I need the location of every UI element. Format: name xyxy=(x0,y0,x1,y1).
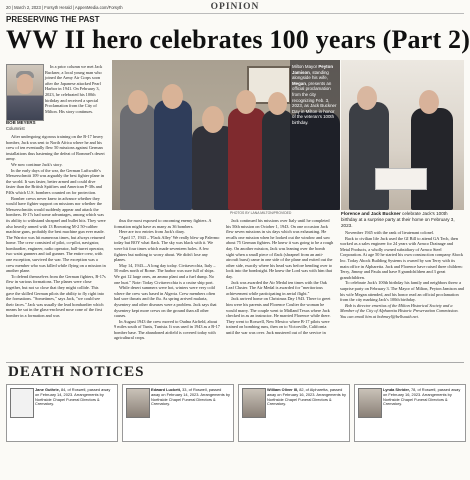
main-photo-caption xyxy=(292,64,338,126)
article-paragraph: Jack continued his missions over Italy until he completed his 50th mission on October 1, 1943. On one occasion Jack flew seven missions in six days which was exhausting. He recalls one mission when he looked out the window and saw about 75 German fighters. He knew it was going to be a rough day. On another mission, Jack was leaning over the bomb sight when a small piece of flack (shrapnel from an anti-aircraft burst) came in one side of the plane and exited out the other side, exactly where his head was before bending over to look into the bombsight. He knew the Lord was with him that day. xyxy=(226,218,334,279)
author-bio: Bob is director emeritus of the Milton Historical Society and a Member of the City of Alpharetta Historic Preservation Commission. You can email him at bobmeyl@bellsouth.net. xyxy=(340,302,459,319)
obituary-photo xyxy=(10,388,34,418)
caption-text: , presents an official proclamation from the city recognizing Feb. 3, 2023, as Jack Buckner Day in Milton in honor of the veteran's 100th birthday. xyxy=(292,80,337,125)
deceased-name: Jane Guthrie, xyxy=(35,387,60,392)
death-notices-title: DEATH NOTICES xyxy=(8,364,145,380)
death-notice-text xyxy=(267,388,346,407)
deceased-name: Edward Luckett, xyxy=(151,387,182,392)
article-paragraph: Bomber crews never knew in advance whether they would have fighter support on missions nor whether the Messerschmitts would suddenly appear and attack the bombers. B-17s had some advantages, among which was its ability to withstand shrapnel and bullet hits. They were also heavily armed with 13 Browning M-2 50-caliber machine guns, probably the best machine gun ever made. The Warrior was hit numerous times, but always returned home. The crew consisted of pilot, co-pilot, navigator, bombardier, engineer, radio operator, ball-turret operator, two waist gunners and tail gunner. The entire crew, with one exception, survived the war. The exception was a crew member who was killed while flying on a mission in another plane. xyxy=(6,195,106,274)
article-paragraph: To celebrate Jack's 100th birthday his family and neighbors threw a surprise party on February 3. The Mayor of Milton, Peyton Jamison and his wife Megan attended, and his honor read an official proclamation from the city marking Jack's 100th birthday. xyxy=(340,280,464,303)
article-paragraph: Here are two entries from Jack's diary. xyxy=(119,229,185,235)
header-rule xyxy=(6,13,464,14)
death-notice xyxy=(6,384,118,442)
deceased-name: William Oliver III, xyxy=(267,387,299,392)
article-paragraph: In a prior column we met Jack Buckner, a local young man who joined the Army Air Corps soon after the Japanese attacked Pearl Harbor in 1941. On February 3, 2023, he celebrated his 100th birthday and received a special Proclamation from the City of Milton. His story continues. xyxy=(45,64,103,114)
caption-text: celebrate Jack's 100th birthday at a surprise party at their home on February 3, 2023. xyxy=(341,211,455,228)
columnist-headshot xyxy=(6,64,44,121)
notice-details: 78, of Roswell, passed away on February 16, 2023. Arrangements by Northside Chapel Funeral Directors & Crematory. xyxy=(383,387,461,407)
death-notice-text xyxy=(35,388,114,407)
deceased-name: Lynda Shrider, xyxy=(383,387,410,392)
article-paragraph: Back to civilian life Jack used the GI Bill to attend GA Tech, then worked as a sales engineer for 24 years with Armco Drainage and Metal Products, a wholly owned subsidiary of Armco Steel Corporation. At age 50 he started his own construction company Abock Inc. Today Abock Building Systems is owned by son Terry with its main office in Alpharetta. Jack and Florence have raised three children: Terry, Jimmy and Paula and have 8 grandchildren and 3 great grandchildren. xyxy=(340,235,464,280)
article-paragraph: We now continue Jack's story. xyxy=(11,161,63,167)
article-paragraph: In August 1943 the crew moved to Oudna Airfield, about 9 miles south of Tunis, Tunisia. It was used in 1943 as a B-17 bomber base. The abandoned airfield is covered today with agricultural crops. xyxy=(114,318,220,341)
section-title: OPINION xyxy=(210,2,260,12)
death-notice xyxy=(238,384,350,442)
article-kicker: PRESERVING THE PAST xyxy=(6,15,100,24)
article-paragraph: May 14, 1943—A long day today. Civitavecchia, Italy – 50 miles north of Rome. The harbor was sure full of ships. We got 12 large ones, an ammo plant and a fuel dump. No one hurt." Note: Today Civitavecchia is a cruise ship port. xyxy=(114,262,216,285)
article-paragraph: Jack was awarded the Air Medal ten times with the Oak Leaf Cluster. The Air Medal is awarded for "meritorious achievement while participating in aerial flight." xyxy=(226,279,327,296)
death-notice-text xyxy=(151,388,230,407)
article-column-3 xyxy=(226,218,334,335)
photo-credit: PHOTOS BY LANA MILTON/PROVIDED xyxy=(230,211,292,215)
notice-details: 82, of Alpharetta, passed away on February 16, 2023. Arrangements by Northside Chapel Funeral Directors & Crematory. xyxy=(267,387,346,407)
article-paragraph: "April 17, 1943 – 'Flack Alley' We really blew up Palermo today but BOY what flack. The sky was black with it. We were hit four times which made seventeen holes. A few fighters but nothing to worry about. We didn't lose any planes. xyxy=(114,234,220,263)
article-paragraph: thus the most exposed to oncoming enemy fighters. A formation might have as many as 36 bombers. xyxy=(114,218,212,229)
article-paragraph: In the early days of the war, the German Luftwaffe's Messerschmitt 109 was arguably the best fighter plane in the world. It was faster, better armed and could dive faster than the British Spitfires and American P-38s and P40s which U.S. bombers counted on for protection. xyxy=(6,167,105,195)
article-paragraph: November 1945 with the rank of lieutenant colonel. xyxy=(345,230,435,235)
obituary-photo xyxy=(358,388,382,418)
article-column-1 xyxy=(6,134,106,319)
caption-text: Milton Mayor xyxy=(292,64,319,69)
notice-details: 84, of Roswell, passed away on February 14, 2023. Arrangements by Northside Chapel Funeral Directors & Crematory. xyxy=(35,387,111,407)
article-column-2 xyxy=(114,218,220,341)
article-paragraph: After undergoing rigorous training on the B-17 heavy bomber, Jack was sent to North Africa where he and his crew of ten eventually flew 50 missions against German installations thus hastening the defeat of Rommel's desert army. xyxy=(6,134,105,162)
death-notice-text xyxy=(383,388,462,407)
page-info: 20 | March 2, 2023 | Forsyth Herald | AppenMedia.com/Forsyth xyxy=(6,5,123,10)
birthday-photo xyxy=(341,60,464,210)
article-paragraph: While desert summers were hot, winters were very cold where the crew was based in Algeria. Crew members often had sore throats and the flu. As spring arrived malaria, dysentery and other diseases were a problem. Jack says that dysentery kept more crews on the ground than all other causes. xyxy=(114,285,217,319)
obituary-photo xyxy=(126,388,150,418)
byline-title: Columnist xyxy=(6,126,25,131)
caption-name: Peyton Jamison xyxy=(292,64,333,75)
article-column-4 xyxy=(340,230,464,320)
article-paragraph: To defend themselves from the German fighters, B-17s flew in various formations. The planes were close together, but not so close that they might collide. This gave the skilled German pilots the ability to fly right into the formations. "Sometimes," says Jack, "we could see their faces." Jack was usually the lead bombardier which means he sat in the glass-enclosed nose cone of the first bomber in a formation and was xyxy=(6,273,106,318)
notice-details: 33, of Roswell, passed away on February 14, 2023. Arrangements by Northside Chapel Funeral Directors & Crematory. xyxy=(151,387,230,407)
obituary-photo xyxy=(242,388,266,418)
byline-name: BOB MEYERS xyxy=(6,120,36,125)
article-paragraph: Jack arrived home on Christmas Day 1943. There to greet him were his parents and Florence Coulter the woman he would marry. The couple went to Midland Texas where Jack checked in as an instructor. He married Florence while there. They went to Roswell, New Mexico where B-17 pilots were trained on bombing runs, then on to Victorville, California until the war was over. Jack mustered out of the service in xyxy=(226,296,331,335)
article-headline: WW II hero celebrates 100 years (Part 2) xyxy=(6,25,470,54)
article-column-1-top xyxy=(45,64,108,114)
death-notice xyxy=(354,384,466,442)
caption-text: , standing alongside his wife, xyxy=(292,69,329,81)
caption-name: Megan xyxy=(292,80,306,86)
caption-name: Florence and Jack Buckner xyxy=(341,211,401,216)
birthday-photo-caption xyxy=(341,211,464,228)
death-notice xyxy=(122,384,234,442)
